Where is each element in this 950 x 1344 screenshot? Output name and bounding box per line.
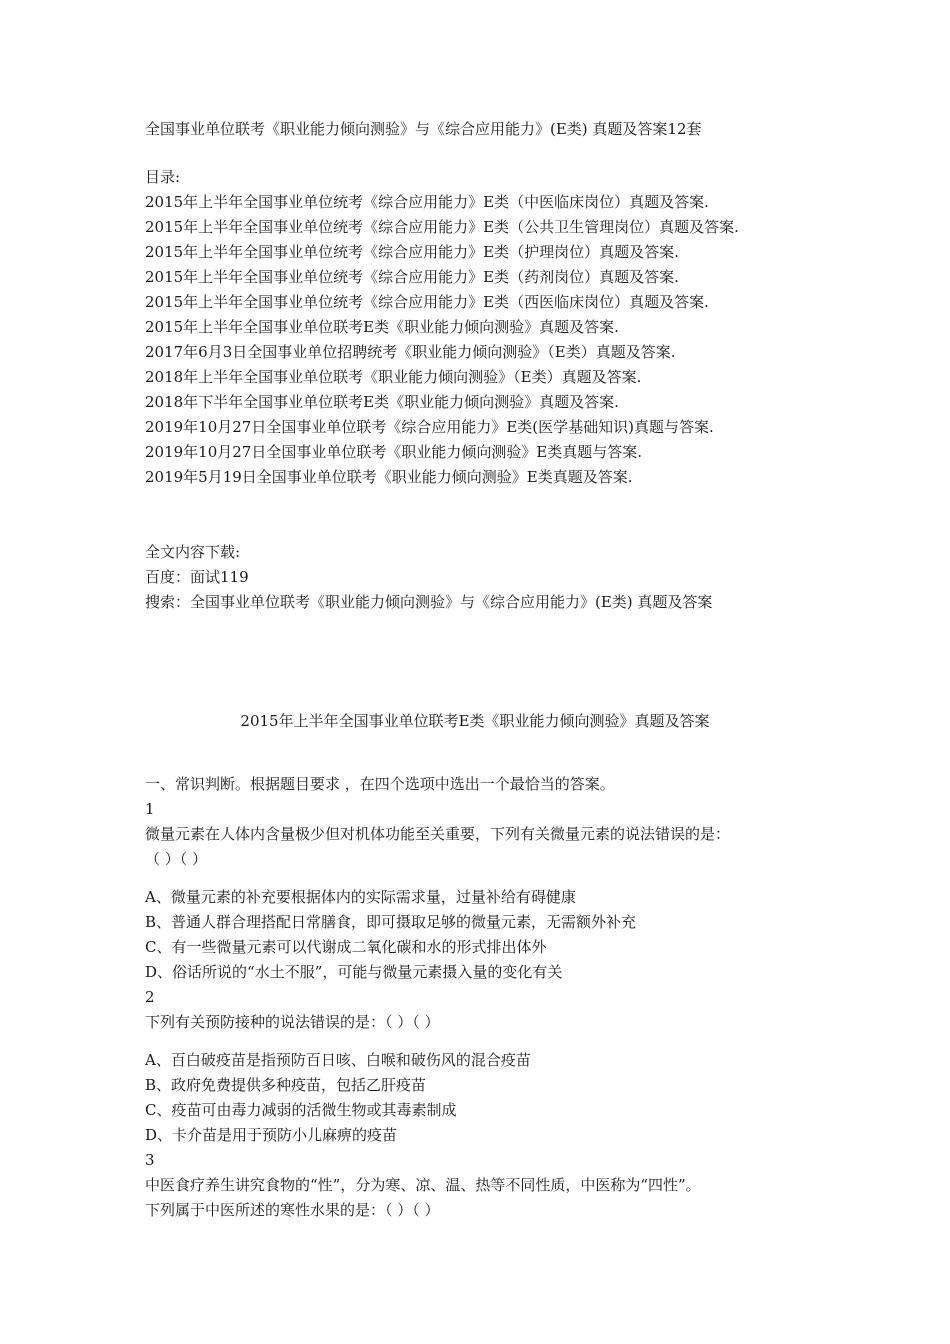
toc-item: 2015年上半年全国事业单位联考E类《职业能力倾向测验》真题及答案. (145, 318, 619, 336)
section-title: 2015年上半年全国事业单位联考E类《职业能力倾向测验》真题及答案 (240, 712, 710, 730)
question (145, 797, 825, 985)
question-number: 2 (145, 988, 155, 1006)
question (145, 985, 825, 1148)
question-option: B、普通人群合理搭配日常膳食，即可摄取足够的微量元素，无需额外补充 (145, 913, 637, 931)
toc-item: 2019年5月19日全国事业单位联考《职业能力倾向测验》E类真题及答案. (145, 468, 633, 486)
question-stem: （ ）（ ） (145, 850, 208, 868)
question-number: 1 (145, 800, 155, 818)
toc-item: 2015年上半年全国事业单位统考《综合应用能力》E类（中医临床岗位）真题及答案. (145, 193, 709, 211)
document-title: 全国事业单位联考《职业能力倾向测验》与《综合应用能力》(E类) 真题及答案12套 (145, 120, 702, 138)
question-option: D、卡介苗是用于预防小儿麻痹的疫苗 (145, 1126, 398, 1144)
question-number: 3 (145, 1151, 155, 1169)
toc-item: 2017年6月3日全国事业单位招聘统考《职业能力倾向测验》（E类）真题及答案. (145, 343, 676, 361)
download-heading: 全文内容下载: (145, 543, 241, 561)
toc-item: 2019年10月27日全国事业单位联考《职业能力倾向测验》E类真题与答案. (145, 443, 643, 461)
toc-item: 2018年上半年全国事业单位联考《职业能力倾向测验》（E类）真题及答案. (145, 368, 642, 386)
toc-item: 2019年10月27日全国事业单位联考《综合应用能力》E类(医学基础知识)真题与答案. (145, 418, 714, 436)
download-baidu: 百度：面试119 (145, 568, 249, 586)
question-stem: 微量元素在人体内含量极少但对机体功能至关重要，下列有关微量元素的说法错误的是： (145, 825, 731, 843)
toc-item: 2018年下半年全国事业单位联考E类《职业能力倾向测验》真题及答案. (145, 393, 619, 411)
question-option: A、百白破疫苗是指预防百日咳、白喉和破伤风的混合疫苗 (145, 1051, 531, 1069)
part-intro: 一、常识判断。根据题目要求 ，在四个选项中选出一个最恰当的答案。 (145, 775, 615, 793)
question-stem: 下列属于中医所述的寒性水果的是：（ ）（ ） (145, 1201, 440, 1219)
question-option: A、微量元素的补充要根据体内的实际需求量，过量补给有碍健康 (145, 888, 576, 906)
question (145, 1148, 825, 1223)
download-info (145, 540, 825, 615)
toc-item: 2015年上半年全国事业单位统考《综合应用能力》E类（药剂岗位）真题及答案. (145, 268, 679, 286)
question-option: B、政府免费提供多种疫苗，包括乙肝疫苗 (145, 1076, 427, 1094)
question-option: D、俗话所说的“水土不服”，可能与微量元素摄入量的变化有关 (145, 963, 563, 981)
table-of-contents (145, 165, 825, 490)
toc-item: 2015年上半年全国事业单位统考《综合应用能力》E类（公共卫生管理岗位）真题及答案. (145, 218, 739, 236)
question-stem: 中医食疗养生讲究食物的“性”，分为寒、凉、温、热等不同性质，中医称为“四性”。 (145, 1176, 701, 1194)
toc-item: 2015年上半年全国事业单位统考《综合应用能力》E类（西医临床岗位）真题及答案. (145, 293, 709, 311)
question-option: C、疫苗可由毒力减弱的活微生物或其毒素制成 (145, 1101, 457, 1119)
question-option: C、有一些微量元素可以代谢成二氧化碳和水的形式排出体外 (145, 938, 547, 956)
download-search: 搜索：全国事业单位联考《职业能力倾向测验》与《综合应用能力》(E类) 真题及答案 (145, 593, 713, 611)
question-stem: 下列有关预防接种的说法错误的是：（ ）（ ） (145, 1013, 440, 1031)
toc-label: 目录: (145, 168, 181, 186)
toc-item: 2015年上半年全国事业单位统考《综合应用能力》E类（护理岗位）真题及答案. (145, 243, 679, 261)
exam-content (145, 772, 825, 1223)
document-header (145, 117, 825, 142)
